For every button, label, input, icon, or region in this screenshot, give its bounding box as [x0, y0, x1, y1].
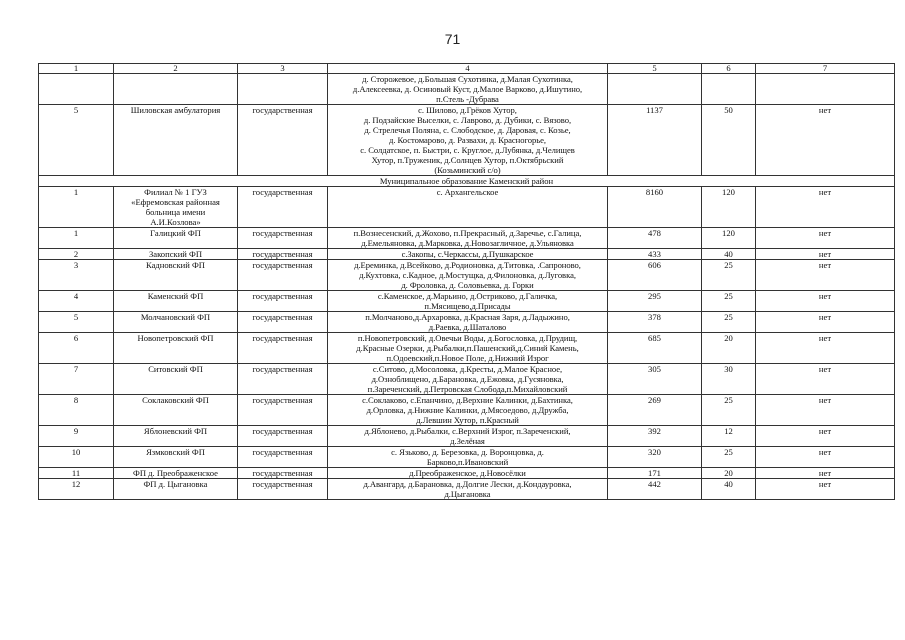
column-number: 5 [608, 64, 702, 74]
capacity-cell: 20 [702, 468, 756, 479]
population-cell: 171 [608, 468, 702, 479]
facility-name-line: Каменский ФП [147, 291, 204, 301]
facility-name-cell [114, 426, 238, 447]
population-cell: 1137 [608, 105, 702, 176]
table-row [39, 364, 895, 395]
facility-name-line: Закопский ФП [148, 249, 203, 259]
settlements-cell [328, 74, 608, 105]
row-number-cell: 2 [39, 249, 114, 260]
ownership-cell: государственная [238, 364, 328, 395]
settlement-line: с.Соклаково, с.Епанчино, д.Верхние Калинки, д.Бахтинка, [362, 395, 573, 405]
ownership-cell: государственная [238, 187, 328, 228]
table-row [39, 260, 895, 291]
settlement-line: с. Язьково, д. Березовка, д. Воронцовка, д. [391, 447, 544, 457]
facility-name-cell [114, 187, 238, 228]
facility-name-cell [114, 249, 238, 260]
settlement-line: п.Вознесенский, д.Жохово, п.Прекрасный, д.Заречье, с.Галица, [353, 228, 582, 238]
row-number-cell: 5 [39, 105, 114, 176]
availability-cell: нет [756, 312, 895, 333]
ownership-cell: государственная [238, 395, 328, 426]
settlement-line: д. Сторожевое, д.Большая Сухотинка, д.Малая Сухотинка, [362, 74, 573, 84]
column-number: 2 [114, 64, 238, 74]
facility-name-line: ФП д. Преображенское [133, 468, 218, 478]
settlement-line: Хутор, п.Труженик, д.Солнцев Хутор, п.Октябрьский [371, 155, 564, 165]
ownership-cell: государственная [238, 291, 328, 312]
capacity-cell: 25 [702, 395, 756, 426]
facility-name-line: Молчановский ФП [140, 312, 211, 322]
population-cell: 606 [608, 260, 702, 291]
population-cell: 320 [608, 447, 702, 468]
healthcare-facilities-table [38, 63, 895, 500]
ownership-cell: государственная [238, 105, 328, 176]
row-number-cell: 9 [39, 426, 114, 447]
settlement-line: д.Красные Озерки, д.Рыбалки,п.Пашенский,д.Синий Камень, [356, 343, 579, 353]
facility-name-cell [114, 395, 238, 426]
capacity-cell: 25 [702, 447, 756, 468]
settlement-line: п.Молчаново,д.Архаровка, д.Красная Заря, д.Ладыжино, [365, 312, 570, 322]
settlement-line: Барково,п.Ивановский [426, 457, 509, 467]
population-cell: 433 [608, 249, 702, 260]
settlement-line: д.Зелёная [450, 436, 485, 446]
settlement-line: с. Шилово, д.Грёков Хутор, [418, 105, 517, 115]
capacity-cell: 120 [702, 228, 756, 249]
population-cell: 685 [608, 333, 702, 364]
row-number-cell: 7 [39, 364, 114, 395]
facility-name-line: А.И.Козлова» [150, 217, 201, 227]
table-row [39, 228, 895, 249]
column-number: 3 [238, 64, 328, 74]
settlement-line: д.Орловка, д.Нижние Калинки, д.Мясоедово, д.Дружба, [366, 405, 569, 415]
settlement-line: д.Яблонево, д.Рыбалки, с.Верхний Изрог, п.Зареченский, [364, 426, 571, 436]
settlements-cell [328, 291, 608, 312]
settlement-line: д.Авангард, д.Барановка, д.Долгие Лески, д.Кондауровка, [363, 479, 572, 489]
availability-cell: нет [756, 260, 895, 291]
settlement-line: д. Фроловка, д. Соловьевка, д. Горки [401, 280, 534, 290]
column-number: 7 [756, 64, 895, 74]
facility-name-cell [114, 447, 238, 468]
settlement-line: д.Кухтовка, с.Кадное, д.Мостущка, д.Филоновка, д.Луговка, [359, 270, 576, 280]
table-cell [238, 74, 328, 105]
settlement-line: п.Новопетровский, д.Овечьи Воды, д.Богословка, д.Прудищ, [357, 333, 578, 343]
population-cell: 442 [608, 479, 702, 500]
settlement-line: с.Ситово, д.Мосоловка, д.Кресты, д.Малое Красное, [372, 364, 563, 374]
availability-cell: нет [756, 447, 895, 468]
capacity-cell: 40 [702, 249, 756, 260]
row-number-cell: 12 [39, 479, 114, 500]
table-cell [756, 74, 895, 105]
row-number-cell: 1 [39, 187, 114, 228]
settlement-line: д.Цыгановка [444, 489, 491, 499]
facility-name-line: Галицкий ФП [150, 228, 201, 238]
availability-cell: нет [756, 291, 895, 312]
settlement-line: д.Емельяновка, д.Марковка, д.Новозагличное, д.Ульяновка [361, 238, 574, 248]
table-row [39, 105, 895, 176]
settlements-cell [328, 312, 608, 333]
capacity-cell: 20 [702, 333, 756, 364]
settlement-line: п.Мясищево,д.Присады [424, 301, 511, 311]
facility-name-line: Яблоневский ФП [143, 426, 208, 436]
facility-name-line: «Ефремовская районная [131, 197, 220, 207]
settlements-cell [328, 468, 608, 479]
row-number-cell: 3 [39, 260, 114, 291]
ownership-cell: государственная [238, 333, 328, 364]
population-cell: 378 [608, 312, 702, 333]
capacity-cell: 25 [702, 312, 756, 333]
availability-cell: нет [756, 105, 895, 176]
capacity-cell: 50 [702, 105, 756, 176]
availability-cell: нет [756, 364, 895, 395]
availability-cell: нет [756, 395, 895, 426]
facility-name-cell [114, 228, 238, 249]
row-number-cell: 4 [39, 291, 114, 312]
settlements-cell [328, 395, 608, 426]
table-cell [702, 74, 756, 105]
settlement-line: с. Солдатское, п. Быстри, с. Круглое, д.Лубянка, д.Челищев [360, 145, 575, 155]
facility-name-line: Новопетровский ФП [137, 333, 214, 343]
facility-name-cell [114, 468, 238, 479]
table-row [39, 426, 895, 447]
table-row [39, 187, 895, 228]
settlement-line: д.Ереминка, д.Всейково, д.Родионовка, д.Титовка, .Сапроново, [354, 260, 581, 270]
row-number-cell: 1 [39, 228, 114, 249]
table-row [39, 395, 895, 426]
settlement-line: с. Архангельское [436, 187, 499, 197]
column-number: 6 [702, 64, 756, 74]
table-row [39, 333, 895, 364]
settlement-line: д. Костомарово, д. Развахи, д. Красногорье, [389, 135, 546, 145]
table-row [39, 312, 895, 333]
table-row [39, 447, 895, 468]
table-cell [608, 74, 702, 105]
facility-name-line: Ситовский ФП [148, 364, 203, 374]
ownership-cell: государственная [238, 468, 328, 479]
ownership-cell: государственная [238, 312, 328, 333]
availability-cell: нет [756, 228, 895, 249]
capacity-cell: 25 [702, 291, 756, 312]
facility-name-line: Соклаковский ФП [142, 395, 209, 405]
capacity-cell: 120 [702, 187, 756, 228]
settlement-line: д.Преображенское, д.Новосёлки [409, 468, 526, 478]
facility-name-line: Кадновский ФП [145, 260, 206, 270]
capacity-cell: 40 [702, 479, 756, 500]
facility-name-line: больница имени [145, 207, 206, 217]
availability-cell: нет [756, 479, 895, 500]
facility-name-cell [114, 312, 238, 333]
availability-cell: нет [756, 249, 895, 260]
capacity-cell: 25 [702, 260, 756, 291]
column-number: 4 [328, 64, 608, 74]
settlements-cell [328, 479, 608, 500]
table-row [39, 479, 895, 500]
facility-name-line: ФП д. Цыгановка [143, 479, 208, 489]
table-row [39, 468, 895, 479]
population-cell: 269 [608, 395, 702, 426]
settlement-line: (Козьминский с/о) [434, 165, 501, 175]
section-title: Муниципальное образование Каменский район [39, 176, 895, 187]
row-number-cell: 11 [39, 468, 114, 479]
population-cell: 305 [608, 364, 702, 395]
row-number-cell: 5 [39, 312, 114, 333]
availability-cell: нет [756, 333, 895, 364]
settlement-line: д. Подзайские Выселки, с. Лаврово, д. Дубики, с. Вязово, [363, 115, 572, 125]
settlement-line: п.Одоевский,п.Новое Поле, д.Нижний Изрог [386, 353, 549, 363]
ownership-cell: государственная [238, 249, 328, 260]
capacity-cell: 12 [702, 426, 756, 447]
ownership-cell: государственная [238, 260, 328, 291]
population-cell: 392 [608, 426, 702, 447]
row-number-cell: 8 [39, 395, 114, 426]
facility-name-line: Филиал № 1 ГУЗ [144, 187, 207, 197]
settlement-line: д.Раевка, д.Шаталово [428, 322, 507, 332]
settlements-cell [328, 105, 608, 176]
availability-cell: нет [756, 468, 895, 479]
column-number-header-row [39, 64, 895, 74]
page-number: 71 [444, 31, 461, 47]
facility-name-cell [114, 291, 238, 312]
settlement-line: д.Озноблищено, д.Барановка, д.Ежовка, д.Гусяновка, [371, 374, 564, 384]
table-cell [114, 74, 238, 105]
table-row [39, 291, 895, 312]
table-row [39, 249, 895, 260]
row-number-cell: 10 [39, 447, 114, 468]
settlements-cell [328, 187, 608, 228]
capacity-cell: 30 [702, 364, 756, 395]
facility-name-cell [114, 333, 238, 364]
settlement-line: д.Алексеевка, д. Осиновый Куст, д.Малое Варково, д.Ишутино, [352, 84, 583, 94]
settlement-line: п.Стель -Дубрава [436, 94, 499, 104]
population-cell: 478 [608, 228, 702, 249]
table-cell [39, 74, 114, 105]
settlements-cell [328, 364, 608, 395]
settlements-cell [328, 333, 608, 364]
section-row [39, 176, 895, 187]
facility-name-cell [114, 364, 238, 395]
facility-name-cell [114, 260, 238, 291]
ownership-cell: государственная [238, 426, 328, 447]
availability-cell: нет [756, 426, 895, 447]
ownership-cell: государственная [238, 479, 328, 500]
settlement-line: д.Левшин Хутор, п.Красный [416, 415, 519, 425]
settlement-line: с.Закопы, с.Черкассы, д.Пушкарское [401, 249, 534, 259]
ownership-cell: государственная [238, 228, 328, 249]
column-number: 1 [39, 64, 114, 74]
settlement-line: д. Стрелечья Поляна, с. Слободское, д. Даровая, с. Козье, [364, 125, 571, 135]
row-number-cell: 6 [39, 333, 114, 364]
availability-cell: нет [756, 187, 895, 228]
facility-name-cell: Шиловская амбулатория [114, 105, 238, 176]
settlements-cell [328, 426, 608, 447]
settlement-line: с.Каменское, д.Марьино, д.Остриково, д.Галичка, [377, 291, 558, 301]
population-cell: 295 [608, 291, 702, 312]
settlements-cell [328, 228, 608, 249]
facility-name-cell [114, 479, 238, 500]
settlements-cell [328, 260, 608, 291]
ownership-cell: государственная [238, 447, 328, 468]
settlement-line: п.Зареченский, д.Петровская Слобода,п.Михайловский [367, 384, 568, 394]
continuation-row [39, 74, 895, 105]
settlements-cell [328, 447, 608, 468]
facility-name-line: Язмковский ФП [146, 447, 205, 457]
population-cell: 8160 [608, 187, 702, 228]
settlements-cell [328, 249, 608, 260]
